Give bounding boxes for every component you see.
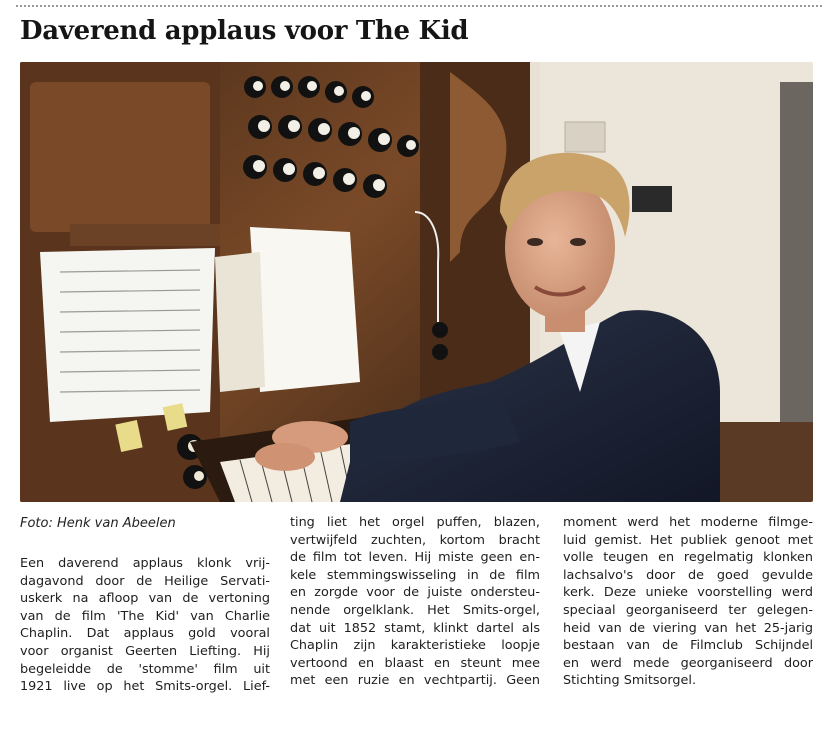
body-text-line: bestaan van de Filmclub Schijndel — [563, 638, 813, 654]
body-text-line: ting liet het orgel puffen, blazen, — [290, 515, 540, 530]
body-text-line: luid gemist. Het publiek genoot met — [563, 532, 813, 548]
body-text-line: vertoond en blaast en steunt mee — [290, 655, 540, 671]
article-column-2 — [290, 514, 540, 690]
body-text-line: moment werd het moderne filmge- — [563, 515, 813, 530]
body-text-line: Chaplin zijn karakteristieke loopje — [290, 638, 540, 654]
body-text-line: lachsalvo's door de goed gevulde — [563, 567, 813, 583]
article-column-3 — [563, 514, 813, 690]
body-text-line: Stichting Smitsorgel. — [563, 673, 697, 689]
body-text-line: dat uit 1852 stamt, klinkt dartel als — [290, 620, 540, 636]
body-text-line: nende orgelklank. Het Smits-orgel, — [290, 602, 540, 618]
body-text-line: speciaal georganiseerd ter gelegen- — [563, 602, 813, 618]
body-text-line: 1921 live op het Smits-orgel. Lief- — [20, 679, 270, 695]
body-text-line: volle teugen en regelmatig klonken — [563, 550, 813, 566]
headline: Daverend applaus voor The Kid — [20, 16, 469, 46]
organist-photo-illustration — [20, 62, 813, 502]
photo-credit: Foto: Henk van Abeelen — [20, 516, 176, 531]
body-text-line: begeleidde de 'stomme' film uit — [20, 661, 270, 677]
body-text-line: en zorgde voor de juiste ondersteu- — [290, 585, 540, 601]
body-text-line: de film tot leven. Hij miste geen en- — [290, 550, 540, 566]
body-text-line: en werd mede georganiseerd door — [563, 655, 813, 671]
article-column-1 — [20, 555, 270, 696]
body-text-line: van de film 'The Kid' van Charlie — [20, 608, 270, 624]
body-text-line: heid van de viering van het 25-jarig — [563, 620, 813, 636]
article-photo — [20, 62, 813, 502]
body-text-line: kerk. Deze unieke voorstelling werd — [563, 585, 813, 601]
body-text-line: Een daverend applaus klonk vrij- — [20, 556, 270, 571]
top-dotted-rule — [16, 5, 822, 7]
body-text-line: met een ruzie en vechtpartij. Geen — [290, 673, 540, 689]
body-text-line: voor organist Geerten Liefting. Hij — [20, 643, 270, 659]
body-text-line: uskerk na afloop van de vertoning — [20, 591, 270, 607]
body-text-line: Chaplin. Dat applaus gold vooral — [20, 626, 270, 642]
body-text-line: vertwijfeld zuchten, kortom bracht — [290, 532, 540, 548]
body-text-line: kele stemmingswisseling in de film — [290, 567, 540, 583]
body-text-line: dagavond door de Heilige Servati- — [20, 573, 270, 589]
